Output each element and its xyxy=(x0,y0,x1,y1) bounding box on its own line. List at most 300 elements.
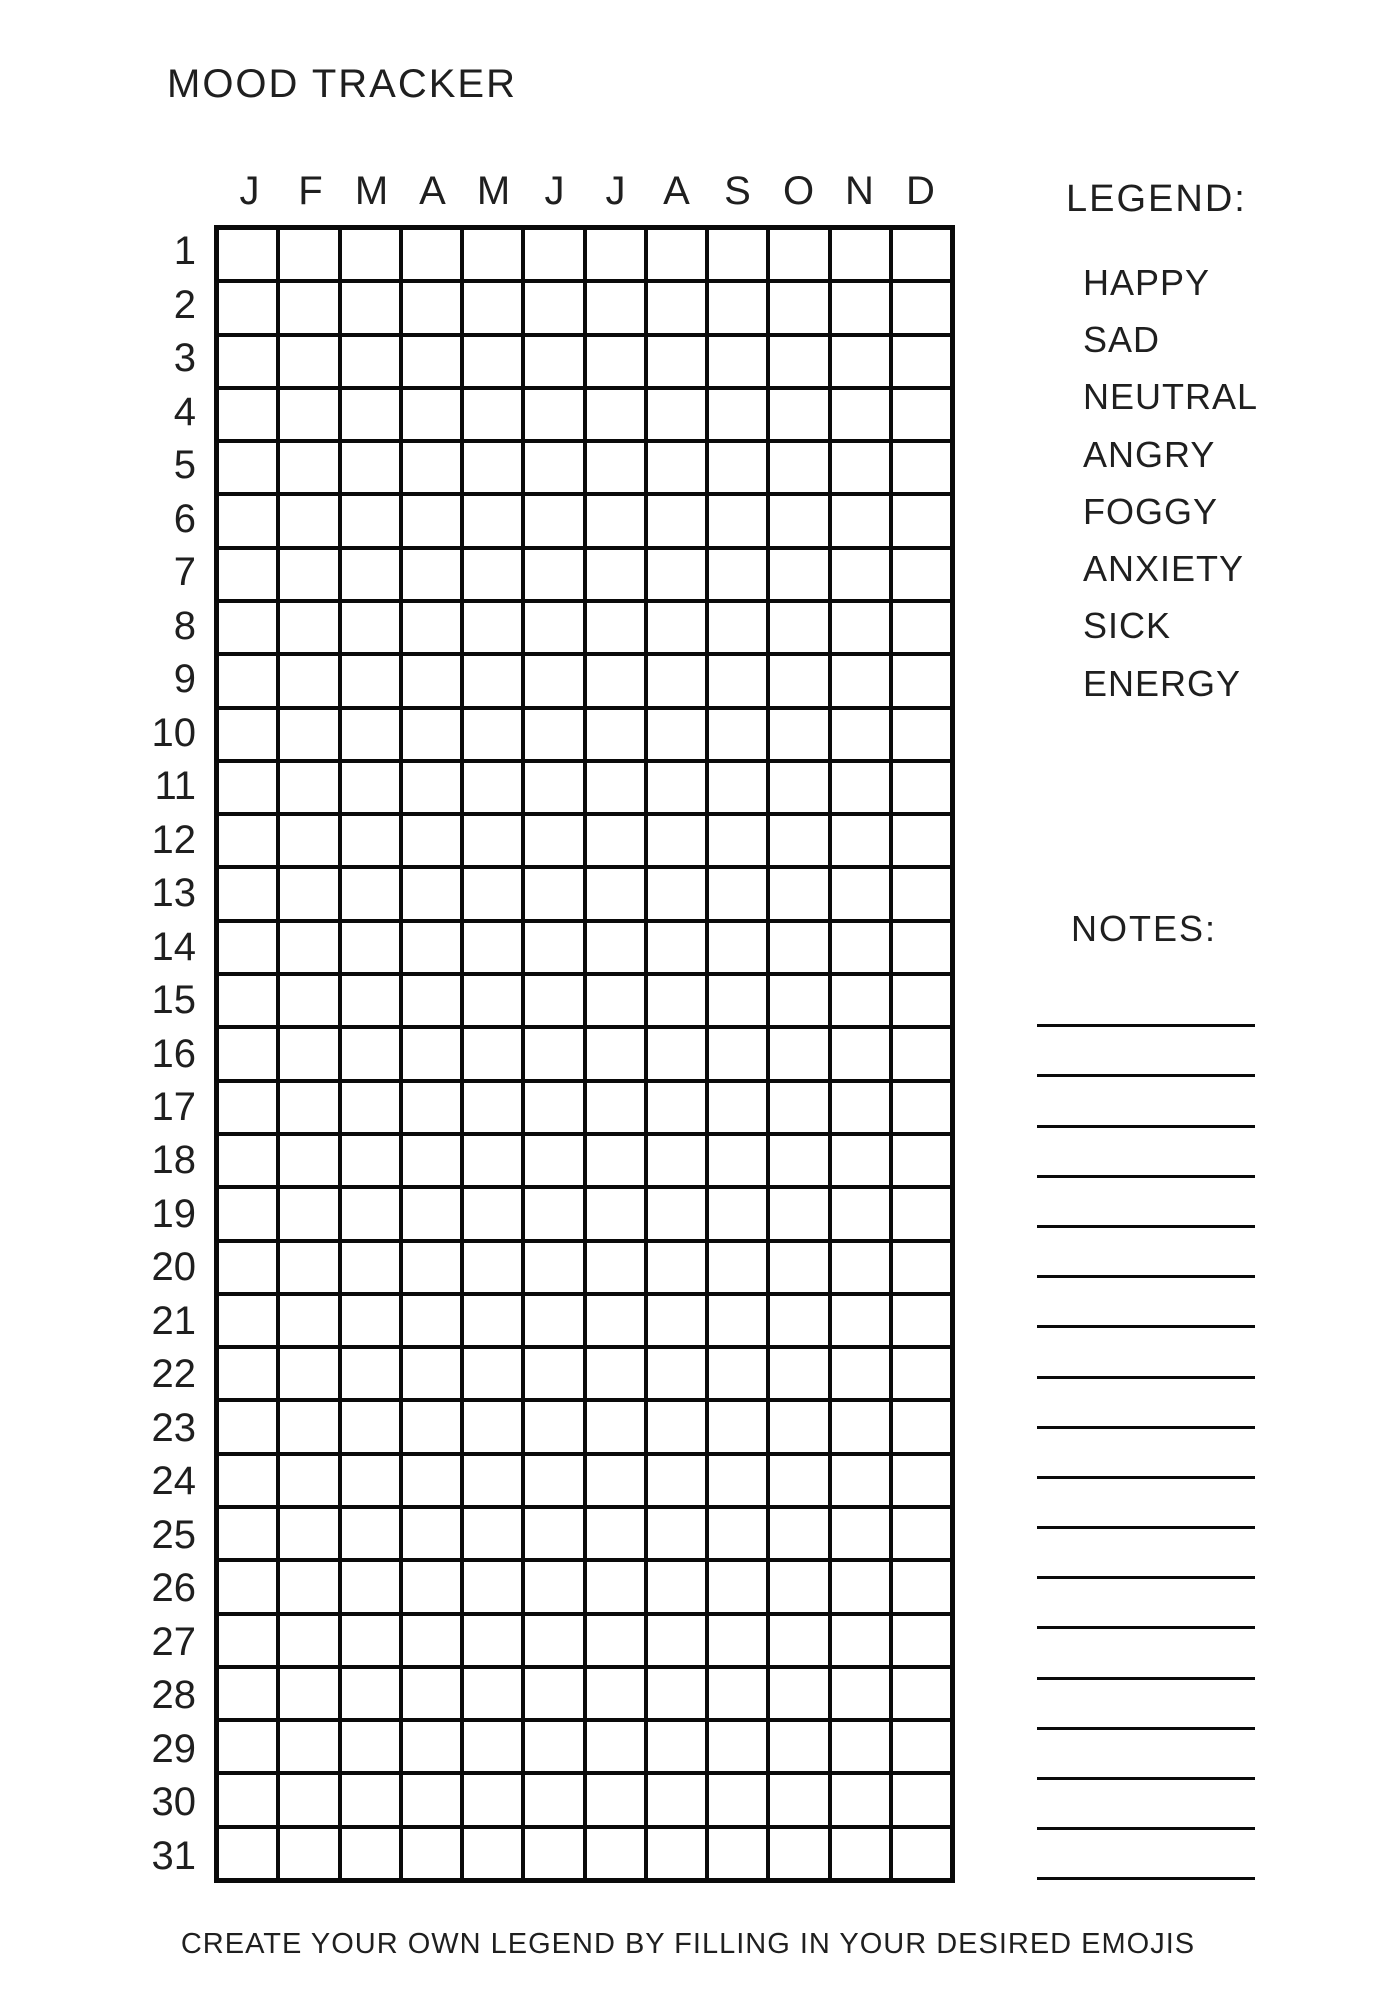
grid-cell[interactable] xyxy=(832,230,889,279)
grid-cell[interactable] xyxy=(770,283,827,332)
grid-cell[interactable] xyxy=(648,283,705,332)
grid-cell[interactable] xyxy=(403,1829,460,1878)
grid-cell[interactable] xyxy=(648,1083,705,1132)
grid-cell[interactable] xyxy=(219,1349,276,1398)
grid-cell[interactable] xyxy=(464,1562,521,1611)
grid-cell[interactable] xyxy=(770,1456,827,1505)
grid-cell[interactable] xyxy=(587,443,644,492)
grid-cell[interactable] xyxy=(342,1562,399,1611)
grid-cell[interactable] xyxy=(219,1616,276,1665)
grid-cell[interactable] xyxy=(648,1136,705,1185)
grid-cell[interactable] xyxy=(893,1189,950,1238)
grid-cell[interactable] xyxy=(464,443,521,492)
grid-cell[interactable] xyxy=(403,1402,460,1451)
grid-cell[interactable] xyxy=(648,337,705,386)
grid-cell[interactable] xyxy=(403,869,460,918)
note-line[interactable] xyxy=(1037,1077,1255,1127)
grid-cell[interactable] xyxy=(525,550,582,599)
grid-cell[interactable] xyxy=(403,763,460,812)
grid-cell[interactable] xyxy=(280,923,337,972)
grid-cell[interactable] xyxy=(587,1083,644,1132)
grid-cell[interactable] xyxy=(709,1349,766,1398)
grid-cell[interactable] xyxy=(280,1083,337,1132)
grid-cell[interactable] xyxy=(587,710,644,759)
grid-cell[interactable] xyxy=(709,603,766,652)
grid-cell[interactable] xyxy=(770,443,827,492)
grid-cell[interactable] xyxy=(770,1029,827,1078)
grid-cell[interactable] xyxy=(648,1189,705,1238)
grid-cell[interactable] xyxy=(219,976,276,1025)
note-line[interactable] xyxy=(1037,1328,1255,1378)
grid-cell[interactable] xyxy=(342,710,399,759)
grid-cell[interactable] xyxy=(587,1456,644,1505)
grid-cell[interactable] xyxy=(219,1296,276,1345)
grid-cell[interactable] xyxy=(709,1296,766,1345)
grid-cell[interactable] xyxy=(525,1456,582,1505)
grid-cell[interactable] xyxy=(709,1243,766,1292)
grid-cell[interactable] xyxy=(770,1243,827,1292)
grid-cell[interactable] xyxy=(403,656,460,705)
grid-cell[interactable] xyxy=(280,1775,337,1824)
grid-cell[interactable] xyxy=(587,496,644,545)
grid-cell[interactable] xyxy=(709,337,766,386)
grid-cell[interactable] xyxy=(832,550,889,599)
grid-cell[interactable] xyxy=(403,1722,460,1771)
grid-cell[interactable] xyxy=(525,230,582,279)
grid-cell[interactable] xyxy=(525,976,582,1025)
grid-cell[interactable] xyxy=(342,1775,399,1824)
grid-cell[interactable] xyxy=(280,1829,337,1878)
grid-cell[interactable] xyxy=(342,763,399,812)
grid-cell[interactable] xyxy=(525,390,582,439)
note-line[interactable] xyxy=(1037,1027,1255,1077)
grid-cell[interactable] xyxy=(709,1402,766,1451)
grid-cell[interactable] xyxy=(525,1136,582,1185)
grid-cell[interactable] xyxy=(464,816,521,865)
note-line[interactable] xyxy=(1037,1379,1255,1429)
grid-cell[interactable] xyxy=(525,443,582,492)
grid-cell[interactable] xyxy=(403,337,460,386)
grid-cell[interactable] xyxy=(770,710,827,759)
grid-cell[interactable] xyxy=(342,230,399,279)
grid-cell[interactable] xyxy=(648,1829,705,1878)
grid-cell[interactable] xyxy=(709,763,766,812)
grid-cell[interactable] xyxy=(464,550,521,599)
grid-cell[interactable] xyxy=(893,1722,950,1771)
grid-cell[interactable] xyxy=(893,976,950,1025)
note-line[interactable] xyxy=(1037,1228,1255,1278)
grid-cell[interactable] xyxy=(587,1562,644,1611)
grid-cell[interactable] xyxy=(770,550,827,599)
grid-cell[interactable] xyxy=(648,763,705,812)
grid-cell[interactable] xyxy=(525,816,582,865)
grid-cell[interactable] xyxy=(464,976,521,1025)
grid-cell[interactable] xyxy=(709,443,766,492)
grid-cell[interactable] xyxy=(403,283,460,332)
grid-cell[interactable] xyxy=(525,1829,582,1878)
grid-cell[interactable] xyxy=(770,1349,827,1398)
grid-cell[interactable] xyxy=(219,1509,276,1558)
grid-cell[interactable] xyxy=(525,710,582,759)
grid-cell[interactable] xyxy=(464,390,521,439)
grid-cell[interactable] xyxy=(280,816,337,865)
grid-cell[interactable] xyxy=(770,1562,827,1611)
grid-cell[interactable] xyxy=(832,337,889,386)
grid-cell[interactable] xyxy=(832,1616,889,1665)
grid-cell[interactable] xyxy=(893,1402,950,1451)
grid-cell[interactable] xyxy=(893,1616,950,1665)
grid-cell[interactable] xyxy=(525,1349,582,1398)
grid-cell[interactable] xyxy=(648,710,705,759)
grid-cell[interactable] xyxy=(342,1189,399,1238)
grid-cell[interactable] xyxy=(587,1829,644,1878)
grid-cell[interactable] xyxy=(219,1029,276,1078)
grid-cell[interactable] xyxy=(219,1456,276,1505)
grid-cell[interactable] xyxy=(648,1616,705,1665)
note-line[interactable] xyxy=(1037,1680,1255,1730)
grid-cell[interactable] xyxy=(342,1136,399,1185)
grid-cell[interactable] xyxy=(709,283,766,332)
grid-cell[interactable] xyxy=(525,496,582,545)
grid-cell[interactable] xyxy=(403,1509,460,1558)
grid-cell[interactable] xyxy=(525,1083,582,1132)
grid-cell[interactable] xyxy=(893,496,950,545)
grid-cell[interactable] xyxy=(342,496,399,545)
grid-cell[interactable] xyxy=(280,603,337,652)
note-line[interactable] xyxy=(1037,1579,1255,1629)
grid-cell[interactable] xyxy=(648,976,705,1025)
grid-cell[interactable] xyxy=(893,1456,950,1505)
grid-cell[interactable] xyxy=(770,1296,827,1345)
grid-cell[interactable] xyxy=(464,1243,521,1292)
note-line[interactable] xyxy=(1037,1780,1255,1830)
grid-cell[interactable] xyxy=(525,1189,582,1238)
grid-cell[interactable] xyxy=(342,656,399,705)
grid-cell[interactable] xyxy=(770,1669,827,1718)
grid-cell[interactable] xyxy=(648,496,705,545)
grid-cell[interactable] xyxy=(587,1402,644,1451)
grid-cell[interactable] xyxy=(832,1509,889,1558)
grid-cell[interactable] xyxy=(893,1775,950,1824)
grid-cell[interactable] xyxy=(464,1456,521,1505)
grid-cell[interactable] xyxy=(219,869,276,918)
grid-cell[interactable] xyxy=(403,443,460,492)
grid-cell[interactable] xyxy=(893,923,950,972)
grid-cell[interactable] xyxy=(587,283,644,332)
grid-cell[interactable] xyxy=(342,869,399,918)
grid-cell[interactable] xyxy=(770,1083,827,1132)
grid-cell[interactable] xyxy=(525,656,582,705)
grid-cell[interactable] xyxy=(342,1616,399,1665)
grid-cell[interactable] xyxy=(280,869,337,918)
grid-cell[interactable] xyxy=(832,1296,889,1345)
grid-cell[interactable] xyxy=(832,390,889,439)
grid-cell[interactable] xyxy=(587,1722,644,1771)
grid-cell[interactable] xyxy=(587,1775,644,1824)
grid-cell[interactable] xyxy=(219,390,276,439)
grid-cell[interactable] xyxy=(280,1722,337,1771)
grid-cell[interactable] xyxy=(219,1083,276,1132)
grid-cell[interactable] xyxy=(832,923,889,972)
grid-cell[interactable] xyxy=(587,1616,644,1665)
grid-cell[interactable] xyxy=(342,1029,399,1078)
grid-cell[interactable] xyxy=(587,923,644,972)
grid-cell[interactable] xyxy=(770,390,827,439)
grid-cell[interactable] xyxy=(893,1296,950,1345)
grid-cell[interactable] xyxy=(280,1402,337,1451)
grid-cell[interactable] xyxy=(342,1402,399,1451)
grid-cell[interactable] xyxy=(587,763,644,812)
grid-cell[interactable] xyxy=(893,1243,950,1292)
grid-cell[interactable] xyxy=(832,816,889,865)
grid-cell[interactable] xyxy=(219,603,276,652)
grid-cell[interactable] xyxy=(648,656,705,705)
grid-cell[interactable] xyxy=(280,656,337,705)
grid-cell[interactable] xyxy=(219,1722,276,1771)
grid-cell[interactable] xyxy=(770,1402,827,1451)
grid-cell[interactable] xyxy=(342,816,399,865)
grid-cell[interactable] xyxy=(403,1136,460,1185)
grid-cell[interactable] xyxy=(342,1722,399,1771)
grid-cell[interactable] xyxy=(464,869,521,918)
grid-cell[interactable] xyxy=(525,1509,582,1558)
grid-cell[interactable] xyxy=(403,1562,460,1611)
grid-cell[interactable] xyxy=(893,443,950,492)
note-line[interactable] xyxy=(1037,1730,1255,1780)
grid-cell[interactable] xyxy=(587,1509,644,1558)
grid-cell[interactable] xyxy=(219,656,276,705)
note-line[interactable] xyxy=(1037,1429,1255,1479)
grid-cell[interactable] xyxy=(525,1722,582,1771)
grid-cell[interactable] xyxy=(342,1243,399,1292)
grid-cell[interactable] xyxy=(832,1029,889,1078)
grid-cell[interactable] xyxy=(832,976,889,1025)
grid-cell[interactable] xyxy=(587,656,644,705)
grid-cell[interactable] xyxy=(403,550,460,599)
grid-cell[interactable] xyxy=(648,1722,705,1771)
grid-cell[interactable] xyxy=(464,1136,521,1185)
grid-cell[interactable] xyxy=(342,1829,399,1878)
grid-cell[interactable] xyxy=(464,603,521,652)
note-line[interactable] xyxy=(1037,1278,1255,1328)
grid-cell[interactable] xyxy=(770,1509,827,1558)
grid-cell[interactable] xyxy=(403,1456,460,1505)
note-line[interactable] xyxy=(1037,1529,1255,1579)
grid-cell[interactable] xyxy=(709,1509,766,1558)
grid-cell[interactable] xyxy=(832,656,889,705)
grid-cell[interactable] xyxy=(770,656,827,705)
grid-cell[interactable] xyxy=(464,1722,521,1771)
grid-cell[interactable] xyxy=(280,1456,337,1505)
grid-cell[interactable] xyxy=(893,337,950,386)
grid-cell[interactable] xyxy=(648,550,705,599)
note-line[interactable] xyxy=(1037,1178,1255,1228)
grid-cell[interactable] xyxy=(219,1243,276,1292)
grid-cell[interactable] xyxy=(280,1243,337,1292)
grid-cell[interactable] xyxy=(403,923,460,972)
grid-cell[interactable] xyxy=(832,1243,889,1292)
grid-cell[interactable] xyxy=(770,976,827,1025)
grid-cell[interactable] xyxy=(770,337,827,386)
grid-cell[interactable] xyxy=(832,1829,889,1878)
grid-cell[interactable] xyxy=(342,337,399,386)
grid-cell[interactable] xyxy=(342,1509,399,1558)
grid-cell[interactable] xyxy=(525,1402,582,1451)
grid-cell[interactable] xyxy=(219,710,276,759)
grid-cell[interactable] xyxy=(403,496,460,545)
grid-cell[interactable] xyxy=(709,816,766,865)
grid-cell[interactable] xyxy=(342,1349,399,1398)
grid-cell[interactable] xyxy=(464,1402,521,1451)
grid-cell[interactable] xyxy=(709,496,766,545)
grid-cell[interactable] xyxy=(342,923,399,972)
grid-cell[interactable] xyxy=(525,1616,582,1665)
grid-cell[interactable] xyxy=(280,1296,337,1345)
grid-cell[interactable] xyxy=(648,1669,705,1718)
grid-cell[interactable] xyxy=(893,390,950,439)
grid-cell[interactable] xyxy=(587,869,644,918)
grid-cell[interactable] xyxy=(280,337,337,386)
grid-cell[interactable] xyxy=(219,283,276,332)
grid-cell[interactable] xyxy=(525,1029,582,1078)
grid-cell[interactable] xyxy=(587,1189,644,1238)
grid-cell[interactable] xyxy=(770,923,827,972)
grid-cell[interactable] xyxy=(342,550,399,599)
grid-cell[interactable] xyxy=(770,1829,827,1878)
grid-cell[interactable] xyxy=(219,496,276,545)
grid-cell[interactable] xyxy=(280,763,337,812)
grid-cell[interactable] xyxy=(464,1829,521,1878)
grid-cell[interactable] xyxy=(525,1562,582,1611)
grid-cell[interactable] xyxy=(893,869,950,918)
grid-cell[interactable] xyxy=(587,976,644,1025)
grid-cell[interactable] xyxy=(648,1509,705,1558)
grid-cell[interactable] xyxy=(770,816,827,865)
grid-cell[interactable] xyxy=(219,230,276,279)
grid-cell[interactable] xyxy=(648,390,705,439)
grid-cell[interactable] xyxy=(403,1296,460,1345)
grid-cell[interactable] xyxy=(219,443,276,492)
grid-cell[interactable] xyxy=(893,1669,950,1718)
grid-cell[interactable] xyxy=(280,1616,337,1665)
grid-cell[interactable] xyxy=(219,763,276,812)
grid-cell[interactable] xyxy=(464,1349,521,1398)
grid-cell[interactable] xyxy=(587,1669,644,1718)
grid-cell[interactable] xyxy=(403,1083,460,1132)
grid-cell[interactable] xyxy=(219,550,276,599)
grid-cell[interactable] xyxy=(587,1243,644,1292)
grid-cell[interactable] xyxy=(648,230,705,279)
grid-cell[interactable] xyxy=(893,1349,950,1398)
note-line[interactable] xyxy=(1037,1128,1255,1178)
grid-cell[interactable] xyxy=(280,550,337,599)
grid-cell[interactable] xyxy=(219,1402,276,1451)
grid-cell[interactable] xyxy=(893,283,950,332)
grid-cell[interactable] xyxy=(709,1029,766,1078)
grid-cell[interactable] xyxy=(219,816,276,865)
grid-cell[interactable] xyxy=(342,1296,399,1345)
grid-cell[interactable] xyxy=(770,603,827,652)
grid-cell[interactable] xyxy=(893,710,950,759)
grid-cell[interactable] xyxy=(832,603,889,652)
grid-cell[interactable] xyxy=(342,603,399,652)
grid-cell[interactable] xyxy=(219,923,276,972)
grid-cell[interactable] xyxy=(893,763,950,812)
grid-cell[interactable] xyxy=(403,230,460,279)
grid-cell[interactable] xyxy=(893,1029,950,1078)
grid-cell[interactable] xyxy=(770,1722,827,1771)
grid-cell[interactable] xyxy=(342,390,399,439)
grid-cell[interactable] xyxy=(893,656,950,705)
note-line[interactable] xyxy=(1037,1830,1255,1880)
grid-cell[interactable] xyxy=(403,390,460,439)
grid-cell[interactable] xyxy=(587,603,644,652)
grid-cell[interactable] xyxy=(832,869,889,918)
grid-cell[interactable] xyxy=(832,1775,889,1824)
grid-cell[interactable] xyxy=(648,1562,705,1611)
grid-cell[interactable] xyxy=(464,1083,521,1132)
grid-cell[interactable] xyxy=(893,550,950,599)
grid-cell[interactable] xyxy=(770,496,827,545)
grid-cell[interactable] xyxy=(770,1775,827,1824)
grid-cell[interactable] xyxy=(525,337,582,386)
grid-cell[interactable] xyxy=(832,1083,889,1132)
grid-cell[interactable] xyxy=(648,1456,705,1505)
grid-cell[interactable] xyxy=(464,1775,521,1824)
grid-cell[interactable] xyxy=(525,1243,582,1292)
grid-cell[interactable] xyxy=(832,1669,889,1718)
grid-cell[interactable] xyxy=(648,443,705,492)
grid-cell[interactable] xyxy=(280,976,337,1025)
grid-cell[interactable] xyxy=(587,550,644,599)
grid-cell[interactable] xyxy=(280,1029,337,1078)
grid-cell[interactable] xyxy=(709,869,766,918)
grid-cell[interactable] xyxy=(219,1669,276,1718)
grid-cell[interactable] xyxy=(525,763,582,812)
grid-cell[interactable] xyxy=(280,1136,337,1185)
grid-cell[interactable] xyxy=(893,1136,950,1185)
grid-cell[interactable] xyxy=(709,390,766,439)
grid-cell[interactable] xyxy=(832,1562,889,1611)
grid-cell[interactable] xyxy=(893,1829,950,1878)
grid-cell[interactable] xyxy=(403,710,460,759)
grid-cell[interactable] xyxy=(464,923,521,972)
grid-cell[interactable] xyxy=(709,1562,766,1611)
grid-cell[interactable] xyxy=(219,337,276,386)
grid-cell[interactable] xyxy=(280,283,337,332)
grid-cell[interactable] xyxy=(219,1829,276,1878)
grid-cell[interactable] xyxy=(403,816,460,865)
grid-cell[interactable] xyxy=(464,283,521,332)
grid-cell[interactable] xyxy=(464,1029,521,1078)
grid-cell[interactable] xyxy=(280,390,337,439)
grid-cell[interactable] xyxy=(648,923,705,972)
grid-cell[interactable] xyxy=(280,230,337,279)
grid-cell[interactable] xyxy=(403,1775,460,1824)
grid-cell[interactable] xyxy=(464,496,521,545)
grid-cell[interactable] xyxy=(464,710,521,759)
grid-cell[interactable] xyxy=(893,230,950,279)
grid-cell[interactable] xyxy=(709,1722,766,1771)
grid-cell[interactable] xyxy=(832,763,889,812)
grid-cell[interactable] xyxy=(893,1083,950,1132)
grid-cell[interactable] xyxy=(832,443,889,492)
grid-cell[interactable] xyxy=(342,1456,399,1505)
grid-cell[interactable] xyxy=(832,1722,889,1771)
grid-cell[interactable] xyxy=(709,976,766,1025)
grid-cell[interactable] xyxy=(464,337,521,386)
grid-cell[interactable] xyxy=(587,816,644,865)
